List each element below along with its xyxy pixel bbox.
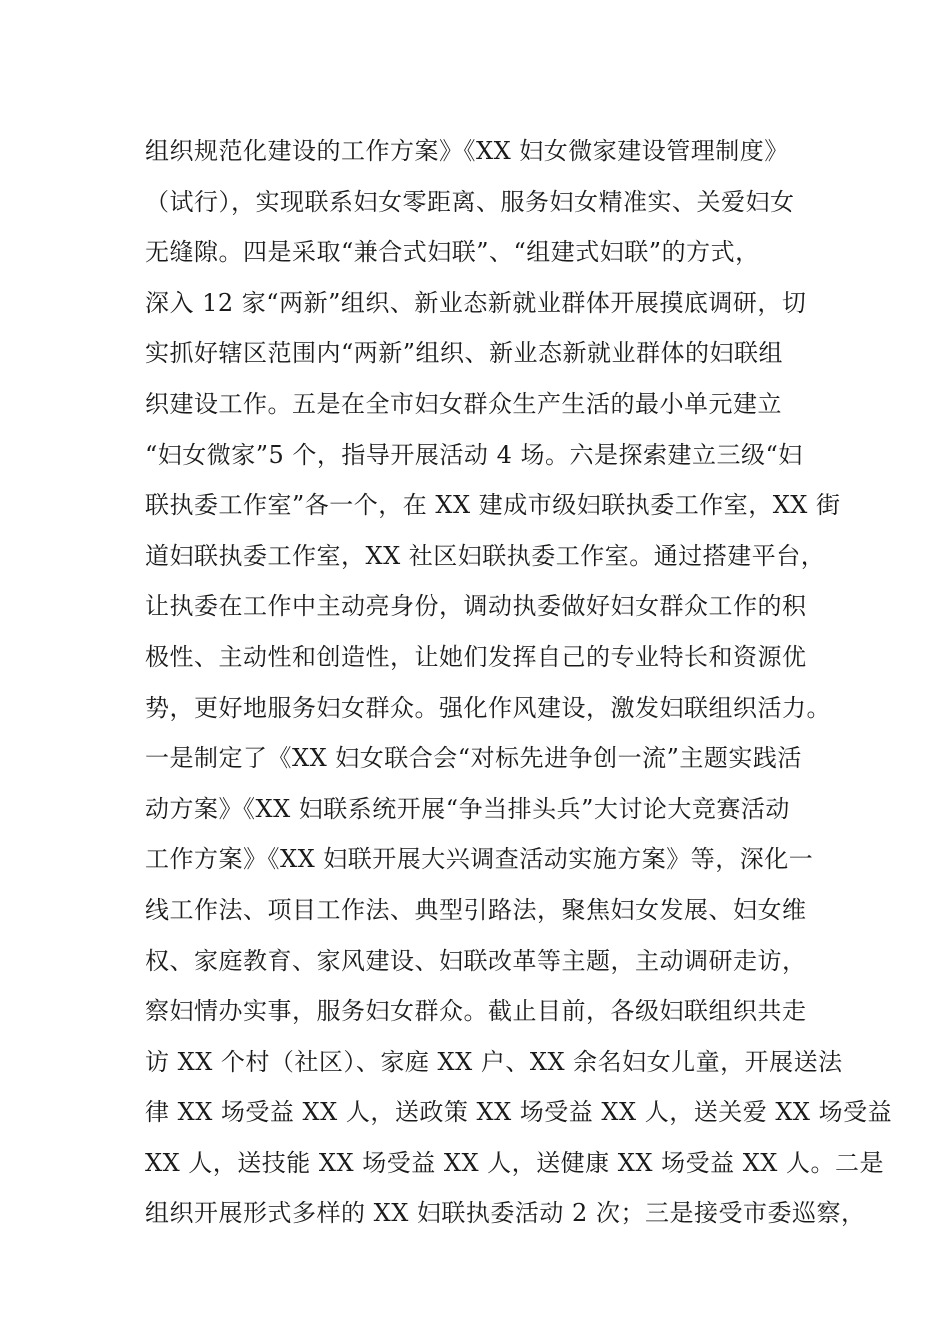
text-line-16: 线工作法、项目工作法、典型引路法，聚焦妇女发展、妇女维 [145,895,807,924]
text-line-1: 组织规范化建设的工作方案》《XX 妇女微家建设管理制度》 [145,137,789,165]
text-line-9: 道妇联执委工作室，XX 社区妇联执委工作室。通过搭建平台， [145,541,826,570]
text-line-20: 律 XX 场受益 XX 人，送政策 XX 场受益 XX 人，送关爱 XX 场受益 [145,1098,893,1127]
text-line-12: 势，更好地服务妇女群众。强化作风建设，激发妇联组织活力。 [145,693,831,722]
text-line-22: 组织开展形式多样的 XX 妇联执委活动 2 次；三是接受市委巡察， [145,1199,866,1228]
text-line-17: 权、家庭教育、家风建设、妇联改革等主题，主动调研走访， [145,946,807,975]
text-line-3: 无缝隙。四是采取“兼合式妇联”、“组建式妇联”的方式， [145,238,760,267]
text-line-5: 实抓好辖区范围内“两新”组织、新业态新就业群体的妇联组 [145,339,784,368]
text-line-6: 织建设工作。五是在全市妇女群众生产生活的最小单元建立 [145,389,782,418]
text-line-11: 极性、主动性和创造性，让她们发挥自己的专业特长和资源优 [145,642,807,671]
text-line-18: 察妇情办实事，服务妇女群众。截止目前，各级妇联组织共走 [145,997,807,1026]
text-line-2: （试行），实现联系妇女零距离、服务妇女精准实、关爱妇女 [145,187,795,216]
text-line-15: 工作方案》《XX 妇联开展大兴调查活动实施方案》等，深化一 [145,845,814,874]
body-text [145,126,893,1239]
text-line-14: 动方案》《XX 妇联系统开展“争当排头兵”大讨论大竞赛活动 [145,794,790,823]
text-line-13: 一是制定了《XX 妇女联合会“对标先进争创一流”主题实践活 [145,744,802,773]
text-line-19: 访 XX 个村（社区）、家庭 XX 户、XX 余名妇女儿童，开展送法 [145,1047,843,1076]
text-line-10: 让执委在工作中主动亮身份，调动执委做好妇女群众工作的积 [145,592,807,621]
text-line-4: 深入 12 家“两新”组织、新业态新就业群体开展摸底调研，切 [145,288,807,317]
text-line-21: XX 人，送技能 XX 场受益 XX 人，送健康 XX 场受益 XX 人。二是 [145,1148,885,1177]
text-line-8: 联执委工作室”各一个，在 XX 建成市级妇联执委工作室，XX 街 [145,491,841,520]
text-line-7: “妇女微家”5 个，指导开展活动 4 场。六是探索建立三级“妇 [145,440,803,469]
